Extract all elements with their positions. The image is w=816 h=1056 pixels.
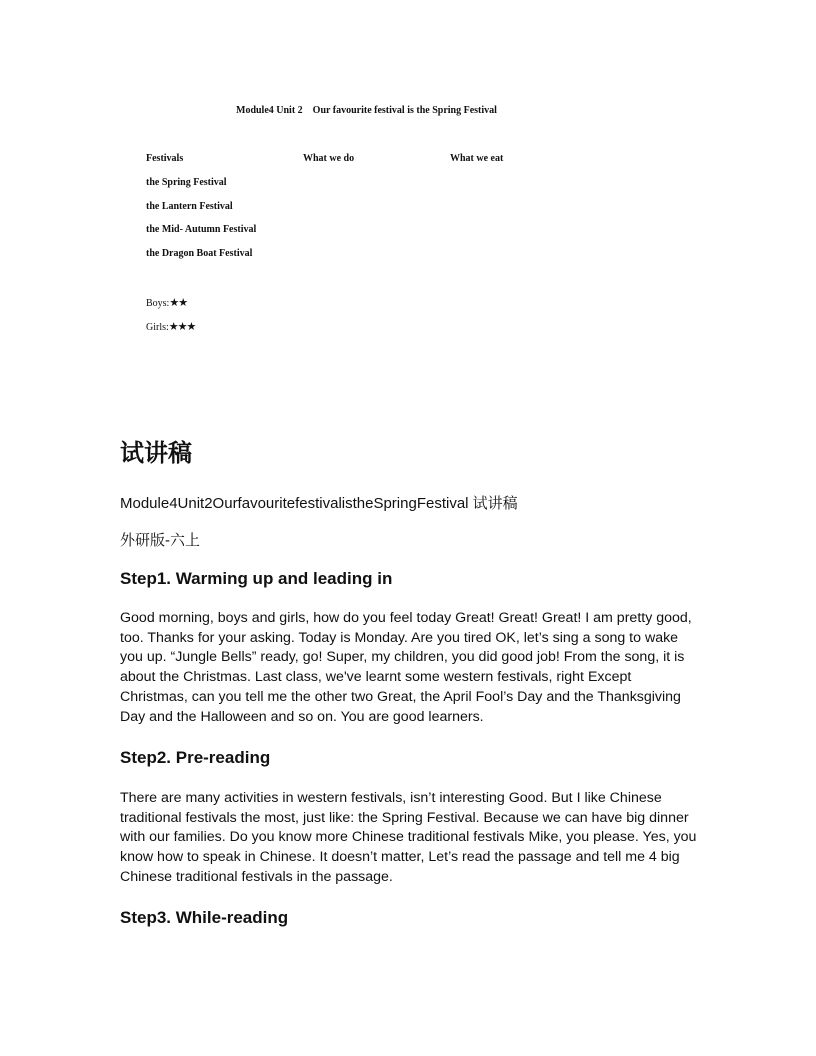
step-1-title: Step1. Warming up and leading in	[120, 569, 393, 588]
festival-row: the Lantern Festival	[146, 201, 233, 212]
festival-row: the Spring Festival	[146, 177, 227, 188]
step-3-title: Step3. While-reading	[120, 908, 289, 927]
column-header-what-we-do: What we do	[303, 153, 355, 164]
boys-score	[146, 296, 187, 309]
girls-score	[146, 320, 195, 333]
boys-label: Boys:	[146, 298, 170, 309]
board-title: Module4 Unit 2 Our favourite festival is the Spring Festival	[236, 105, 497, 116]
step-2-title: Step2. Pre-reading	[120, 748, 271, 767]
step-1-text: Good morning, boys and girls, how do you feel today Great! Great! Great! I am pretty good, too. Thanks for your asking. Today is Monday. Are you tired OK, let’s sing a song to wake you up. “Jungle Bells” ready, go! Super, my children, you did good job! From the song, it is about the Christmas. Last class, we've learnt some western festivals, right Except Christmas, can you tell me the other two Great, the April Fool’s Day and the Thanksgiving Day and the Halloween and so on. You are good learners.	[120, 610, 692, 725]
girls-label: Girls:	[146, 322, 169, 333]
festival-row: the Dragon Boat Festival	[146, 248, 253, 259]
step-2-text: There are many activities in western festivals, isn’t interesting Good. But I like Chinese traditional festivals the most, just like: the Spring Festival. Because we can have big dinner with our families. Do you know more Chinese traditional festivals Mike, you please. Yes, you know how to speak in Chinese. It doesn’t matter, Let’s read the passage and tell me 4 big Chinese traditional festivals in the passage.	[120, 790, 697, 885]
document-subtitle: Module4Unit2OurfavouritefestivalistheSpringFestival 试讲稿	[120, 495, 518, 512]
column-header-festivals: Festivals	[146, 153, 184, 164]
publisher-line: 外研版-六上	[120, 532, 200, 549]
star-icon: ★★★	[168, 321, 196, 333]
star-icon: ★★	[169, 297, 188, 309]
column-header-what-we-eat: What we eat	[450, 153, 504, 164]
page-title: 试讲稿	[120, 441, 192, 467]
festival-row: the Mid- Autumn Festival	[146, 224, 257, 235]
